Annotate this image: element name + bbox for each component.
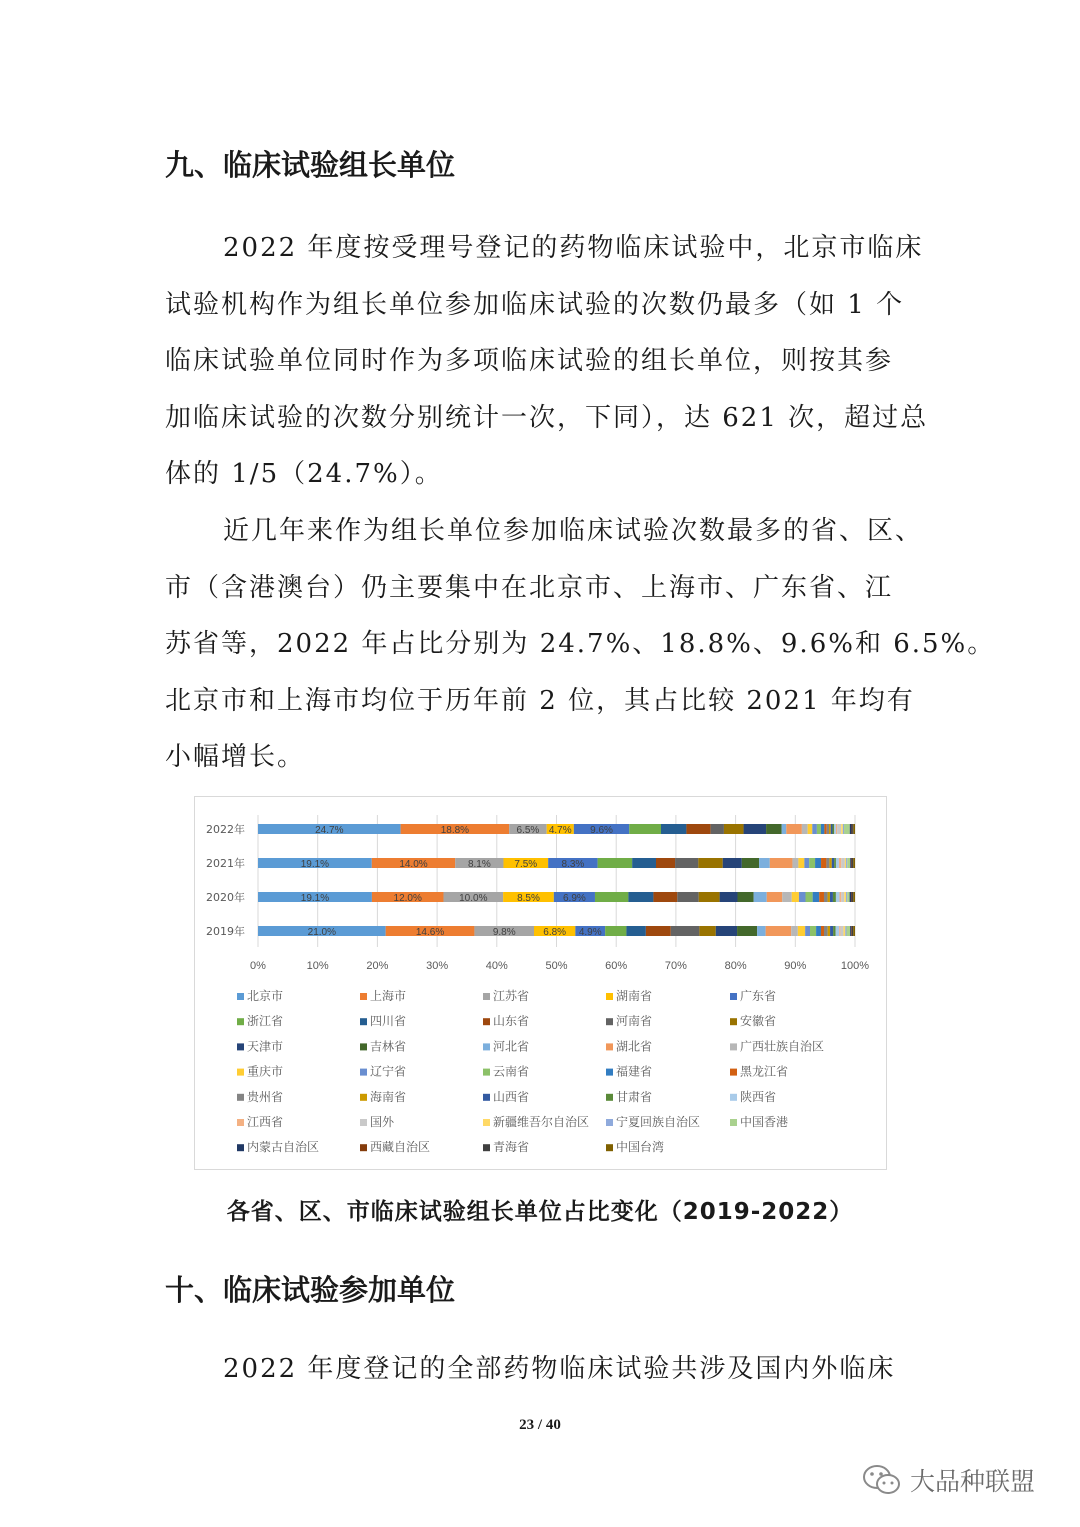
bar-segment bbox=[723, 858, 742, 868]
data-label: 8.5% bbox=[517, 893, 540, 904]
data-label: 14.0% bbox=[399, 859, 428, 870]
watermark bbox=[862, 1462, 1035, 1498]
bar-segment bbox=[850, 858, 851, 868]
x-tick-label: 50% bbox=[545, 960, 568, 972]
bar-segment bbox=[852, 824, 853, 834]
bar-segment bbox=[757, 926, 766, 936]
bar-segment bbox=[830, 926, 833, 936]
legend-swatch bbox=[730, 1043, 737, 1050]
section-9-paragraph-2 bbox=[165, 503, 996, 786]
legend-label: 吉林省 bbox=[370, 1039, 407, 1054]
legend-swatch bbox=[360, 1094, 367, 1101]
bar-segment bbox=[828, 926, 830, 936]
data-label: 7.5% bbox=[514, 859, 538, 870]
bar-segment bbox=[846, 926, 850, 936]
data-label: 6.5% bbox=[516, 825, 540, 836]
bar-segment bbox=[841, 824, 843, 834]
bar-segment bbox=[754, 892, 767, 902]
stacked-bar-chart bbox=[194, 796, 887, 1170]
legend-label: 中国台湾 bbox=[616, 1140, 665, 1155]
bar-segment bbox=[836, 824, 837, 834]
bar-segment bbox=[819, 892, 824, 902]
text-line: 近几年来作为组长单位参加临床试验次数最多的省、区、 bbox=[223, 516, 924, 546]
legend-swatch bbox=[360, 1144, 367, 1151]
bar-segment bbox=[786, 824, 802, 834]
bar-segment bbox=[845, 926, 846, 936]
bar-segment bbox=[839, 926, 840, 936]
legend-label: 新疆维吾尔自治区 bbox=[493, 1115, 590, 1129]
bar-segment bbox=[808, 824, 813, 834]
bar-segment bbox=[844, 892, 846, 902]
bar-segment bbox=[846, 892, 847, 902]
bar-segment bbox=[720, 892, 738, 902]
text-line: 2022 年度按受理号登记的药物临床试验中，北京市临床 bbox=[223, 233, 924, 263]
bar-segment bbox=[738, 892, 754, 902]
text-line: 2022 年度登记的全部药物临床试验共涉及国内外临床 bbox=[223, 1354, 896, 1384]
bar-segment bbox=[836, 858, 839, 868]
data-label: 9.6% bbox=[590, 825, 613, 836]
bar-segment bbox=[841, 892, 844, 902]
bar-segment bbox=[841, 858, 845, 868]
data-label: 4.9% bbox=[578, 927, 602, 938]
bar-segment bbox=[792, 892, 799, 902]
legend-label: 陕西省 bbox=[740, 1089, 777, 1104]
bar-segment bbox=[843, 926, 845, 936]
bar-segment bbox=[833, 926, 835, 936]
legend-label: 安徽省 bbox=[740, 1014, 777, 1029]
section-9-paragraph-1 bbox=[165, 220, 929, 503]
legend-label: 河南省 bbox=[616, 1014, 653, 1029]
data-label: 19.1% bbox=[300, 893, 330, 904]
bar-segment bbox=[852, 858, 853, 868]
bar-segment bbox=[595, 892, 628, 902]
legend-label: 河北省 bbox=[493, 1039, 530, 1054]
chart-caption: 各省、区、市临床试验组长单位占比变化（2019-2022） bbox=[226, 1199, 854, 1225]
legend-label: 广西壮族自治区 bbox=[740, 1039, 825, 1054]
legend-swatch bbox=[483, 1094, 490, 1101]
data-label: 24.7% bbox=[315, 825, 344, 836]
bar-segment bbox=[815, 858, 821, 868]
legend-label: 云南省 bbox=[493, 1064, 530, 1079]
data-label: 12.0% bbox=[393, 893, 422, 904]
bar-segment bbox=[810, 926, 816, 936]
legend-label: 国外 bbox=[370, 1115, 395, 1129]
legend-label: 辽宁省 bbox=[370, 1064, 407, 1079]
x-tick-label: 60% bbox=[605, 960, 628, 972]
bar-segment bbox=[653, 892, 677, 902]
legend-swatch bbox=[730, 1119, 737, 1126]
legend-label: 江苏省 bbox=[493, 989, 530, 1003]
bar-segment bbox=[852, 892, 853, 902]
legend-label: 江西省 bbox=[247, 1115, 284, 1129]
bar-segment bbox=[843, 824, 844, 834]
legend-swatch bbox=[360, 993, 367, 1000]
legend-label: 浙江省 bbox=[247, 1014, 284, 1029]
legend-label: 山东省 bbox=[493, 1014, 530, 1029]
bar-segment bbox=[829, 824, 831, 834]
bar-segment bbox=[767, 892, 783, 902]
x-tick-label: 40% bbox=[485, 960, 508, 972]
bar-segment bbox=[836, 892, 840, 902]
bar-segment bbox=[817, 824, 821, 834]
bar-segment bbox=[821, 926, 824, 936]
bar-segment bbox=[844, 824, 850, 834]
legend-swatch bbox=[483, 1144, 490, 1151]
data-label: 8.1% bbox=[467, 859, 491, 870]
bar-segment bbox=[816, 926, 821, 936]
bar-segment bbox=[812, 824, 817, 834]
bar-segment bbox=[737, 926, 757, 936]
bar-segment bbox=[836, 926, 840, 936]
bar-segment bbox=[853, 824, 855, 834]
page-number: 23 / 40 bbox=[519, 1417, 561, 1433]
bar-segment bbox=[853, 858, 855, 868]
legend-label: 中国香港 bbox=[740, 1115, 789, 1129]
legend-label: 海南省 bbox=[370, 1089, 407, 1104]
bar-segment bbox=[834, 858, 836, 868]
bar-segment bbox=[699, 926, 715, 936]
bar-segment bbox=[716, 926, 737, 936]
legend-swatch bbox=[730, 993, 737, 1000]
bar-segment bbox=[832, 858, 834, 868]
legend-label: 西藏自治区 bbox=[370, 1140, 431, 1155]
legend-swatch bbox=[237, 1018, 244, 1025]
legend-swatch bbox=[483, 1069, 490, 1076]
legend-label: 北京市 bbox=[247, 989, 284, 1003]
bar-segment bbox=[798, 926, 805, 936]
legend-swatch bbox=[360, 1069, 367, 1076]
bar-segment bbox=[852, 824, 853, 834]
x-tick-label: 30% bbox=[426, 960, 449, 972]
legend-swatch bbox=[360, 1119, 367, 1126]
bar-segment bbox=[791, 926, 798, 936]
legend-label: 青海省 bbox=[493, 1140, 530, 1155]
section-10-paragraph-1 bbox=[165, 1341, 925, 1398]
bar-segment bbox=[686, 824, 710, 834]
data-label: 21.0% bbox=[307, 927, 337, 938]
bar-segment bbox=[770, 858, 793, 868]
legend-swatch bbox=[730, 1018, 737, 1025]
chart-canvas bbox=[195, 797, 886, 1169]
bar-segment bbox=[851, 926, 852, 936]
bar-segment bbox=[804, 858, 809, 868]
bar-segment bbox=[850, 926, 851, 936]
bar-segment bbox=[799, 892, 806, 902]
legend-swatch bbox=[360, 1043, 367, 1050]
legend-label: 内蒙古自治区 bbox=[247, 1140, 320, 1155]
text-line: 北京市和上海市均位于历年前 2 位，其占比较 2021 年均有 bbox=[165, 685, 915, 716]
legend-label: 甘肃省 bbox=[616, 1089, 653, 1104]
legend-label: 福建省 bbox=[616, 1064, 653, 1079]
section-9-heading: 九、临床试验组长单位 bbox=[165, 148, 456, 182]
text-line: 试验机构作为组长单位参加临床试验的次数仍最多（如 1 个 bbox=[165, 289, 905, 320]
legend-swatch bbox=[237, 1043, 244, 1050]
bar-segment bbox=[671, 926, 700, 936]
bar-segment bbox=[846, 858, 847, 868]
y-category-label: 2020年 bbox=[206, 891, 245, 904]
data-label: 19.1% bbox=[300, 859, 330, 870]
data-label: 14.6% bbox=[415, 927, 445, 938]
bar-segment bbox=[798, 858, 804, 868]
bar-segment bbox=[826, 858, 829, 868]
legend-label: 贵州省 bbox=[247, 1089, 284, 1104]
legend-swatch bbox=[606, 993, 613, 1000]
bar-segment bbox=[677, 892, 698, 902]
bar-segment bbox=[821, 858, 826, 868]
x-tick-label: 0% bbox=[250, 960, 266, 972]
bar-segment bbox=[809, 858, 815, 868]
bar-segment bbox=[646, 926, 671, 936]
bar-segment bbox=[839, 892, 841, 902]
data-label: 4.7% bbox=[548, 825, 572, 836]
bar-segment bbox=[851, 892, 852, 902]
x-tick-label: 70% bbox=[664, 960, 687, 972]
legend-label: 天津市 bbox=[247, 1039, 284, 1054]
x-tick-label: 100% bbox=[840, 960, 870, 972]
legend-swatch bbox=[483, 1043, 490, 1050]
legend-label: 广东省 bbox=[740, 989, 777, 1003]
bar-segment bbox=[782, 892, 792, 902]
bar-segment bbox=[852, 926, 853, 936]
y-category-label: 2021年 bbox=[206, 857, 245, 870]
legend-swatch bbox=[606, 1094, 613, 1101]
legend-swatch bbox=[606, 1144, 613, 1151]
bar-segment bbox=[850, 892, 852, 902]
bar-segment bbox=[632, 858, 656, 868]
legend-swatch bbox=[730, 1069, 737, 1076]
y-category-label: 2022年 bbox=[206, 823, 245, 836]
data-label: 10.0% bbox=[459, 893, 488, 904]
bar-segment bbox=[766, 926, 792, 936]
legend-label: 黑龙江省 bbox=[740, 1064, 789, 1079]
bar-segment bbox=[698, 858, 722, 868]
legend-swatch bbox=[237, 993, 244, 1000]
bar-segment bbox=[853, 926, 855, 936]
bar-segment bbox=[831, 824, 833, 834]
legend-label: 重庆市 bbox=[247, 1064, 284, 1079]
text-line: 临床试验单位同时作为多项临床试验的组长单位，则按其参 bbox=[165, 346, 894, 376]
bar-segment bbox=[813, 892, 820, 902]
legend-swatch bbox=[237, 1069, 244, 1076]
bar-segment bbox=[821, 824, 824, 834]
text-line: 小幅增长。 bbox=[165, 742, 306, 772]
bar-segment bbox=[759, 858, 770, 868]
bar-segment bbox=[847, 892, 849, 902]
bar-segment bbox=[605, 926, 626, 936]
bar-segment bbox=[833, 892, 836, 902]
bar-segment bbox=[829, 858, 831, 868]
bar-segment bbox=[853, 892, 855, 902]
bar-segment bbox=[629, 824, 661, 834]
legend-swatch bbox=[483, 1018, 490, 1025]
bar-segment bbox=[837, 824, 841, 834]
bar-segment bbox=[834, 824, 836, 834]
bar-segment bbox=[805, 892, 812, 902]
legend-swatch bbox=[237, 1119, 244, 1126]
bar-segment bbox=[845, 858, 846, 868]
wechat-icon bbox=[862, 1463, 902, 1497]
bar-segment bbox=[830, 892, 833, 902]
legend-label: 四川省 bbox=[370, 1014, 407, 1029]
data-label: 6.9% bbox=[562, 893, 586, 904]
bar-segment bbox=[824, 926, 828, 936]
bar-segment bbox=[824, 892, 828, 902]
data-label: 8.3% bbox=[561, 859, 585, 870]
bar-segment bbox=[850, 824, 852, 834]
legend-label: 湖北省 bbox=[616, 1039, 653, 1054]
x-tick-label: 90% bbox=[784, 960, 807, 972]
legend-label: 山西省 bbox=[493, 1089, 530, 1104]
legend-swatch bbox=[606, 1069, 613, 1076]
text-line: 苏省等，2022 年占比分别为 24.7%、18.8%、9.6%和 6.5%。 bbox=[165, 629, 996, 659]
legend-swatch bbox=[237, 1144, 244, 1151]
legend-swatch bbox=[483, 993, 490, 1000]
bar-segment bbox=[628, 892, 653, 902]
bar-segment bbox=[782, 824, 787, 834]
legend-swatch bbox=[606, 1043, 613, 1050]
data-label: 18.8% bbox=[440, 825, 470, 836]
legend-swatch bbox=[606, 1018, 613, 1025]
data-label: 9.8% bbox=[492, 927, 516, 938]
section-10-heading: 十、临床试验参加单位 bbox=[165, 1273, 456, 1307]
bar-segment bbox=[766, 824, 782, 834]
bar-segment bbox=[802, 824, 808, 834]
bar-segment bbox=[711, 824, 724, 834]
bar-segment bbox=[724, 824, 744, 834]
bar-segment bbox=[598, 858, 633, 868]
bar-segment bbox=[742, 858, 759, 868]
bar-segment bbox=[675, 858, 698, 868]
y-category-label: 2019年 bbox=[206, 925, 245, 938]
watermark-text: 大品种联盟 bbox=[910, 1467, 1036, 1496]
legend-swatch bbox=[360, 1018, 367, 1025]
bar-segment bbox=[805, 926, 810, 936]
legend-swatch bbox=[606, 1119, 613, 1126]
text-line: 加临床试验的次数分别统计一次，下同），达 621 次，超过总 bbox=[165, 402, 929, 433]
x-tick-label: 80% bbox=[724, 960, 747, 972]
bar-segment bbox=[828, 892, 830, 902]
data-label: 6.8% bbox=[543, 927, 567, 938]
bar-segment bbox=[840, 926, 843, 936]
bar-segment bbox=[626, 926, 645, 936]
bar-segment bbox=[792, 858, 798, 868]
bar-segment bbox=[851, 858, 852, 868]
text-line: 体的 1/5（24.7%）。 bbox=[165, 459, 443, 489]
bar-segment bbox=[832, 824, 834, 834]
bar-segment bbox=[656, 858, 675, 868]
legend-swatch bbox=[483, 1119, 490, 1126]
legend-label: 上海市 bbox=[370, 989, 407, 1003]
text-line: 市（含港澳台）仍主要集中在北京市、上海市、广东省、江 bbox=[165, 572, 894, 603]
bar-segment bbox=[827, 824, 829, 834]
x-tick-label: 10% bbox=[306, 960, 329, 972]
bar-segment bbox=[744, 824, 767, 834]
bar-segment bbox=[847, 858, 850, 868]
legend-swatch bbox=[730, 1094, 737, 1101]
x-tick-label: 20% bbox=[366, 960, 389, 972]
bar-segment bbox=[699, 892, 720, 902]
bar-segment bbox=[839, 858, 841, 868]
bar-segment bbox=[824, 824, 826, 834]
legend-label: 宁夏回族自治区 bbox=[616, 1115, 701, 1129]
legend-swatch bbox=[237, 1094, 244, 1101]
legend-label: 湖南省 bbox=[616, 989, 653, 1003]
bar-segment bbox=[661, 824, 686, 834]
